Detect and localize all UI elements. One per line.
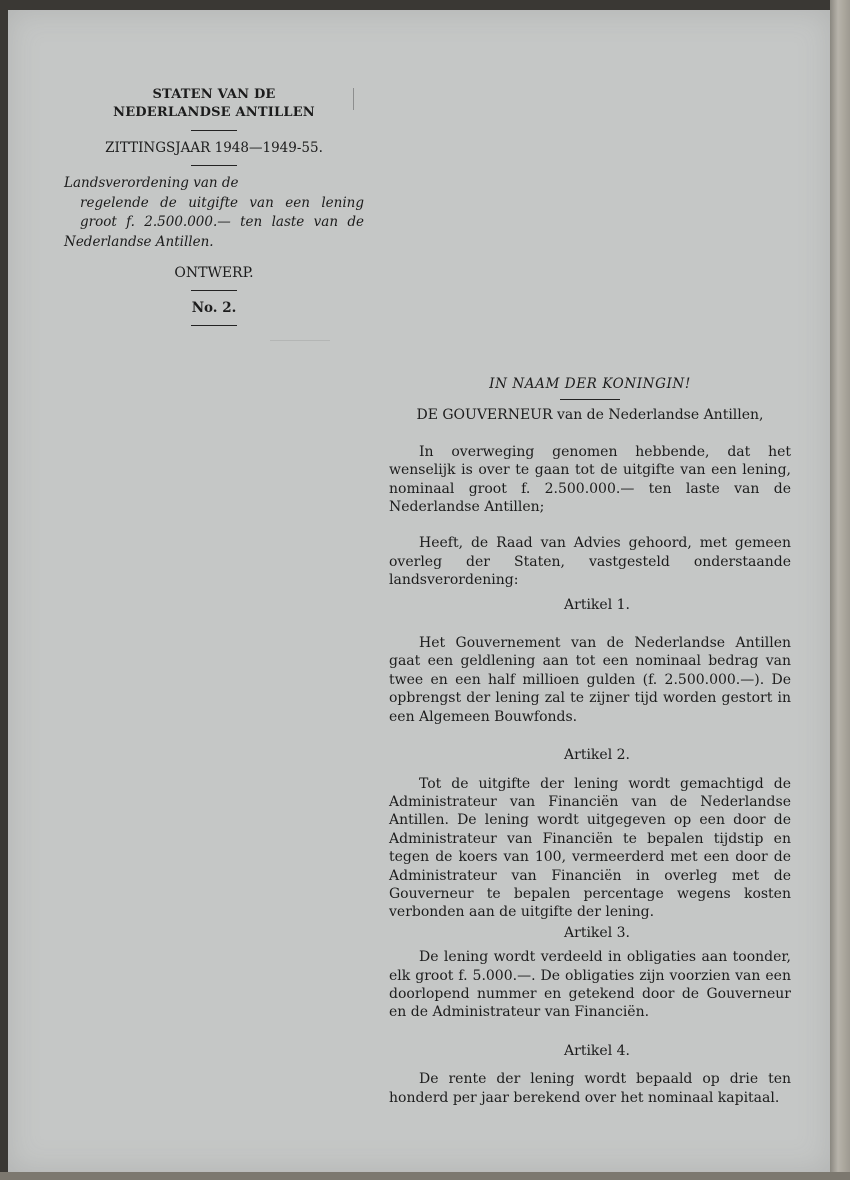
document-page bbox=[8, 10, 830, 1172]
header-divider bbox=[191, 290, 237, 291]
ordinance-title-line: regelende de uitgifte van een lening bbox=[80, 194, 364, 211]
governor-line: DE GOUVERNEUR van de Nederlandse Antillen, bbox=[416, 407, 764, 424]
document-number: No. 2. bbox=[191, 300, 237, 316]
article-heading: Artikel 4. bbox=[564, 1042, 630, 1059]
header-divider bbox=[191, 130, 237, 131]
paper-mark bbox=[270, 340, 330, 341]
article-paragraph: Tot de uitgifte der lening wordt gemachtigd de Administrateur van Financiën van de Nederlandse Antillen. De lening wordt uitgegeven op een door de Administrateur van Financiën te bepalen tijdstip en tegen de koers van 100, vermeerderd met een door de Administrateur van Financiën in overleg met de Gouverneur te bepalen percentage wegens kosten verbonden aan de uitgifte der lening. bbox=[389, 775, 791, 921]
session-year: ZITTINGSJAAR 1948—1949-55. bbox=[105, 140, 323, 156]
article-paragraph: Het Gouvernement van de Nederlandse Antillen gaat een geldlening aan tot een nominaal bedrag van twee en een half millioen gulden (f. 2.500.000.—). De opbrengst der lening zal te zijner tijd worden gestort in een Algemeen Bouwfonds. bbox=[389, 635, 791, 725]
document-body bbox=[389, 375, 791, 1107]
article-heading: Artikel 1. bbox=[564, 596, 630, 613]
article-paragraph: De rente der lening wordt bepaald op drie ten honderd per jaar berekend over het nominaal kapitaal. bbox=[389, 1071, 791, 1106]
institution-title-line2: NEDERLANDSE ANTILLEN bbox=[113, 105, 315, 120]
preamble: IN NAAM DER KONINGIN! bbox=[489, 376, 691, 392]
ordinance-title-line: Landsverordening van de bbox=[64, 175, 239, 191]
ordinance-title bbox=[64, 174, 364, 252]
page-edge-right bbox=[830, 0, 850, 1180]
ordinance-title-line: groot f. 2.500.000.— ten laste van de bbox=[80, 214, 364, 230]
article-heading: Artikel 3. bbox=[564, 924, 630, 941]
institution-title-line1: STATEN VAN DE bbox=[152, 87, 276, 102]
consideration-paragraph: In overweging genomen hebbende, dat het wenselijk is over te gaan tot de uitgifte van een lening, nominaal groot f. 2.500.000.— ten laste van de Nederlandse Antillen; bbox=[389, 443, 791, 516]
ordinance-title-line: Nederlandse Antillen. bbox=[64, 233, 214, 250]
header-divider bbox=[191, 325, 237, 326]
preamble-divider bbox=[560, 399, 620, 400]
article-paragraph: De lening wordt verdeeld in obligaties aan toonder, elk groot f. 5.000.—. De obligaties zijn voorzien van een doorlopend nummer en getekend door de Gouverneur en de Administrateur van Financiën. bbox=[389, 949, 791, 1021]
document-header bbox=[64, 86, 364, 334]
article-heading: Artikel 2. bbox=[564, 747, 630, 764]
header-divider bbox=[191, 165, 237, 166]
enactment-paragraph: Heeft, de Raad van Advies gehoord, met gemeen overleg der Staten, vastgesteld onderstaande landsverordening: bbox=[389, 535, 791, 589]
paper-mark bbox=[353, 88, 354, 110]
page-edge-bottom bbox=[0, 1172, 850, 1180]
draft-label: ONTWERP. bbox=[174, 265, 254, 281]
